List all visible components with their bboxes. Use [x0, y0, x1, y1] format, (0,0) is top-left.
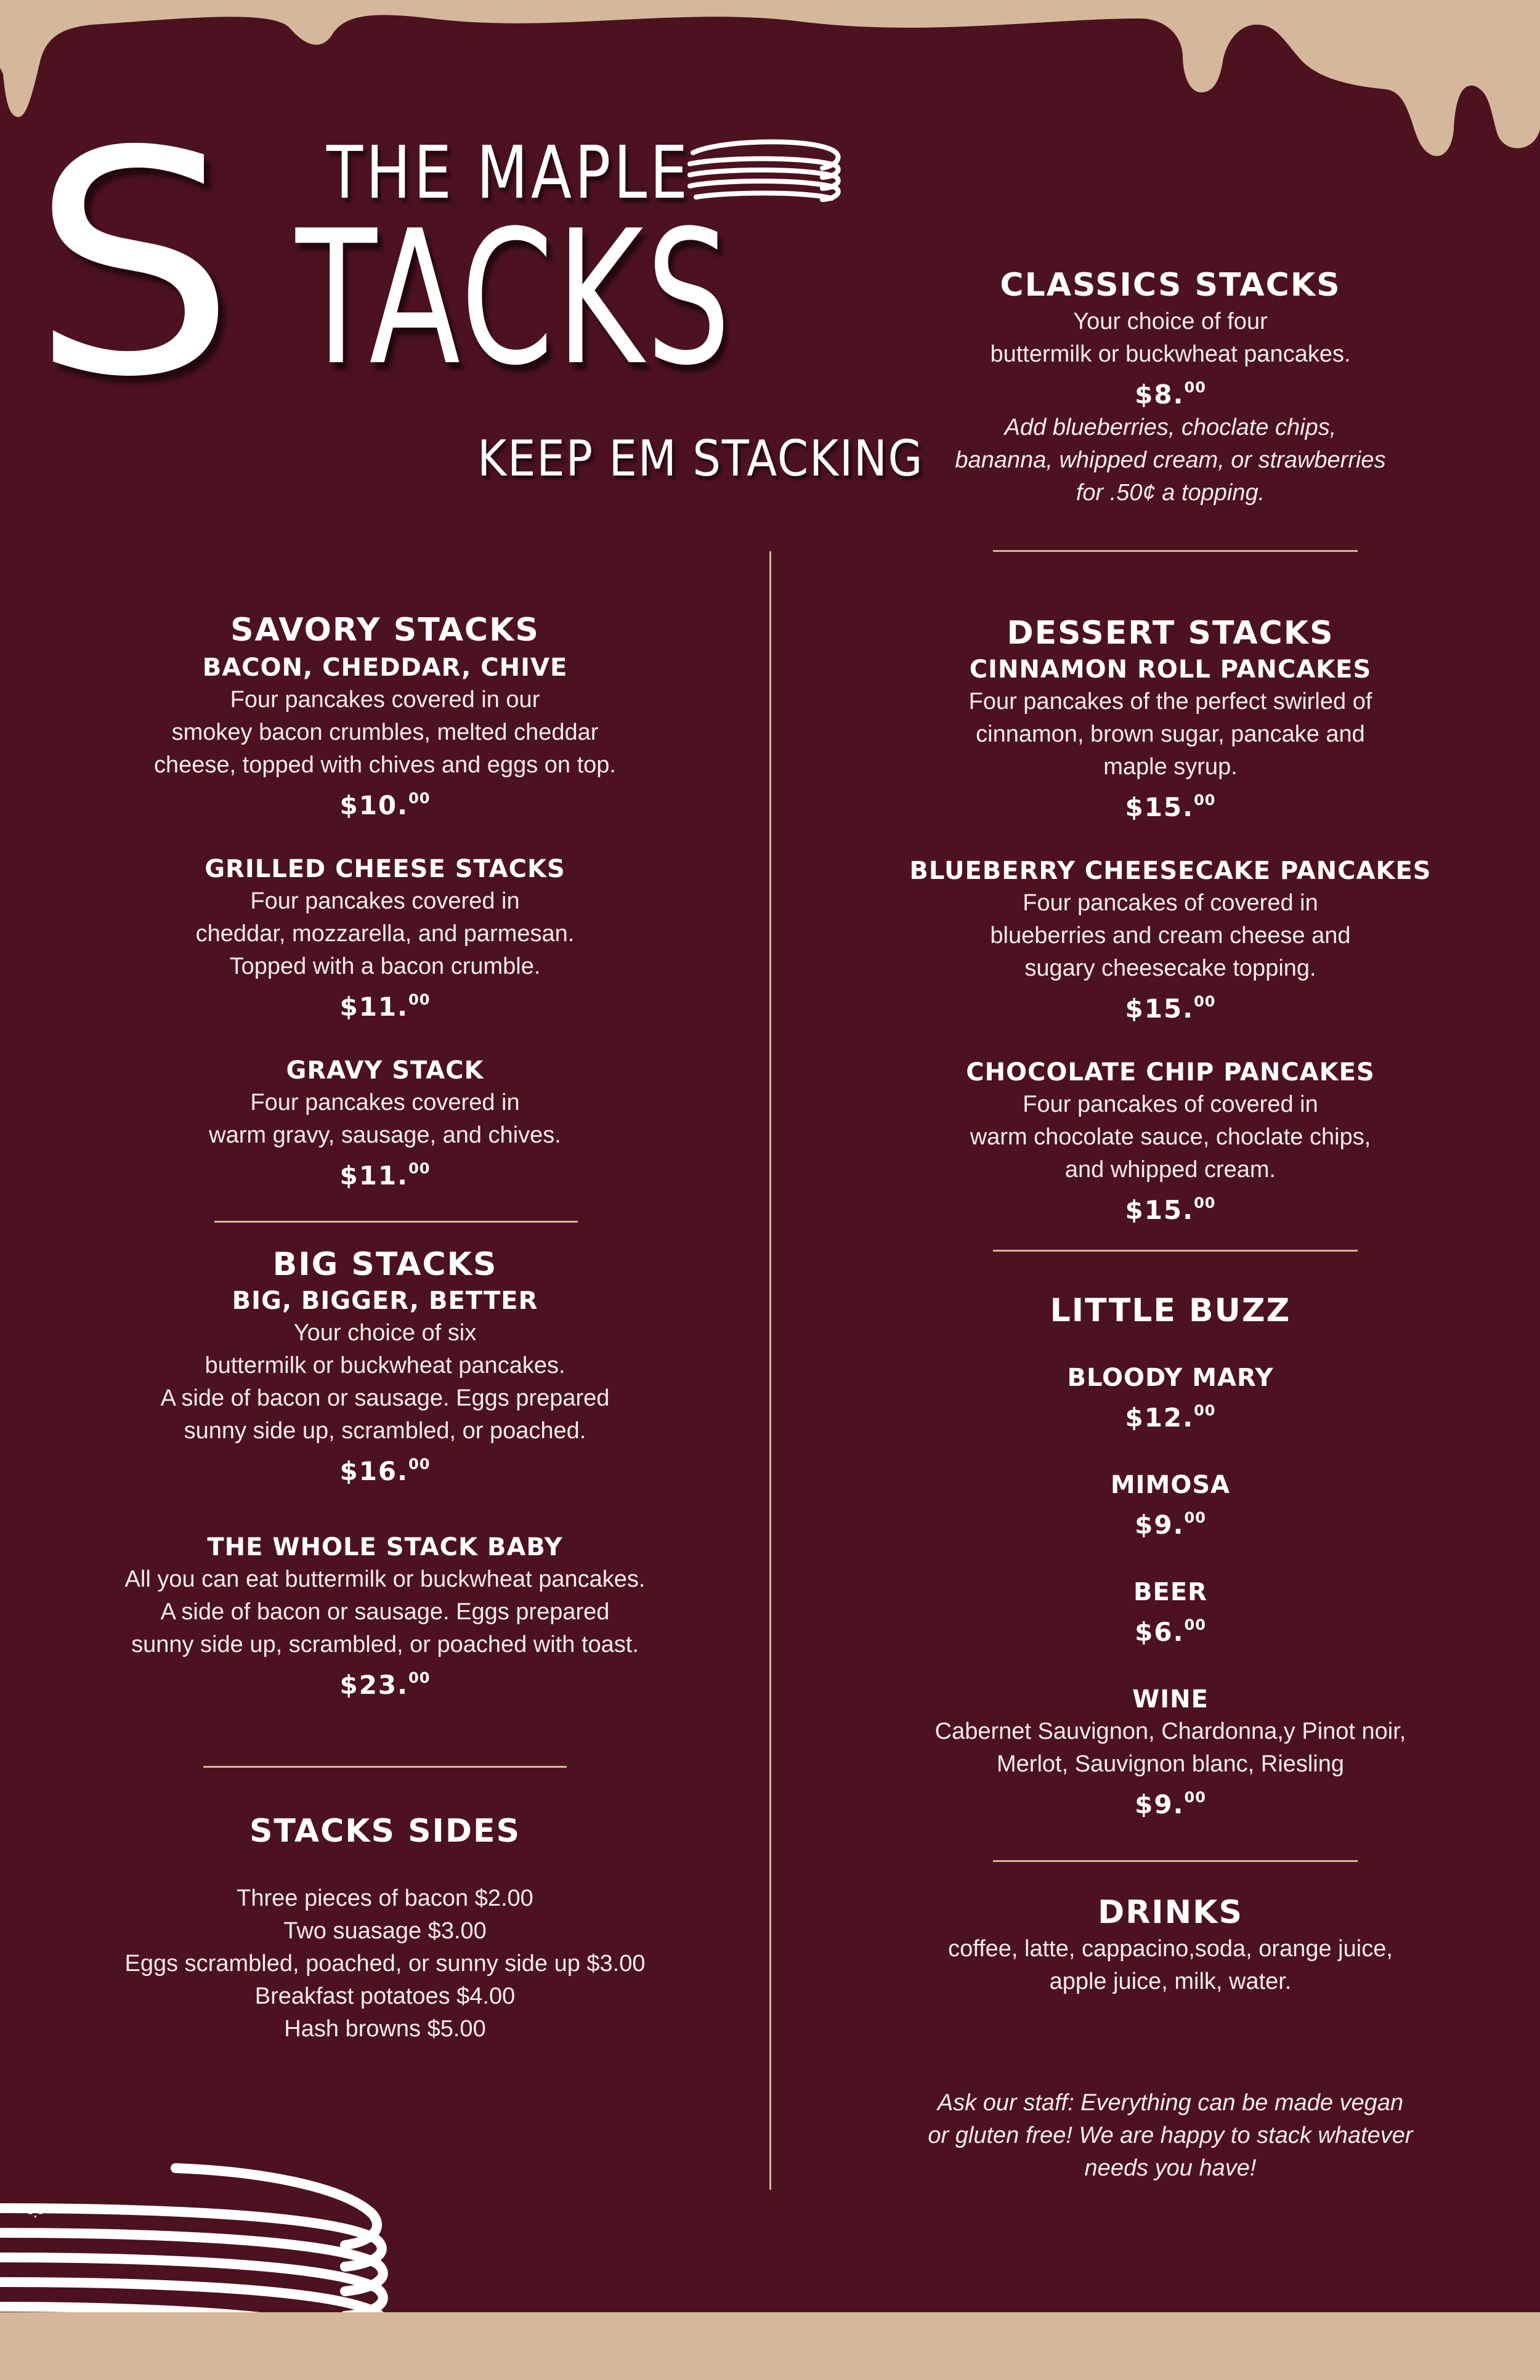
- menu-item: [77, 1285, 693, 1488]
- item-description: [862, 1715, 1478, 1781]
- divider-dessert: [993, 1250, 1358, 1252]
- item-price: $11.00: [339, 1160, 431, 1191]
- section-title-buzz: LITTLE BUZZ: [1050, 1292, 1291, 1329]
- note-line: bananna, whipped cream, or strawberries: [955, 447, 1386, 473]
- desc-line: Merlot, Sauvignon blanc, Riesling: [997, 1751, 1344, 1777]
- item-name: MIMOSA: [1110, 1471, 1231, 1499]
- note-line: or gluten free! We are happy to stack whatever: [928, 2123, 1413, 2148]
- desc-line: Four pancakes covered in: [250, 888, 520, 914]
- item-description: [77, 684, 693, 782]
- desc-line: warm chocolate sauce, choclate chips,: [970, 1124, 1371, 1150]
- item-price: $15.00: [1125, 791, 1216, 822]
- menu-item: [77, 1531, 693, 1702]
- logo-tagline: KEEP EM STACKING: [477, 430, 924, 487]
- divider-classics: [993, 550, 1358, 552]
- divider-savory: [214, 1221, 578, 1223]
- item-price: $11.00: [339, 991, 431, 1022]
- side-item: Eggs scrambled, poached, or sunny side up $3.00: [124, 1951, 646, 1977]
- bottom-band: [0, 2312, 1540, 2380]
- item-name: GRILLED CHEESE STACKS: [205, 855, 565, 883]
- item-name: BACON, CHEDDAR, CHIVE: [202, 654, 568, 682]
- item-price: $12.00: [1125, 1402, 1216, 1433]
- item-description: [862, 887, 1478, 985]
- classics-price: $8.00: [1135, 379, 1206, 410]
- side-item: Hash browns $5.00: [284, 2016, 486, 2042]
- drinks-list: [862, 1933, 1478, 1998]
- section-title-drinks: DRINKS: [1098, 1894, 1243, 1931]
- desc-line: blueberries and cream cheese and: [990, 923, 1351, 949]
- desc-line: smokey bacon crumbles, melted cheddar: [171, 719, 599, 745]
- item-description: [77, 1087, 693, 1152]
- section-title-dessert: DESSERT STACKS: [1007, 615, 1334, 652]
- desc-line: Cabernet Sauvignon, Chardonna,y Pinot noir,: [934, 1718, 1406, 1744]
- little-buzz-section: [862, 1290, 1478, 1821]
- item-name: BIG, BIGGER, BETTER: [232, 1287, 538, 1315]
- item-price: $9.00: [1135, 1789, 1206, 1819]
- side-item: Breakfast potatoes $4.00: [254, 1983, 516, 2009]
- desc-line: maple syrup.: [1103, 754, 1238, 780]
- section-title-savory: SAVORY STACKS: [230, 612, 540, 649]
- vegan-gluten-free-note: [862, 2087, 1478, 2185]
- item-price: $15.00: [1125, 1194, 1216, 1225]
- section-title-big: BIG STACKS: [272, 1246, 498, 1283]
- desc-line: sunny side up, scrambled, or poached.: [184, 1418, 586, 1444]
- item-name: BLUEBERRY CHEESECAKE PANCAKES: [909, 857, 1432, 885]
- section-title-classics: CLASSICS STACKS: [1000, 267, 1341, 304]
- desc-line: Your choice of six: [293, 1320, 477, 1346]
- desc-line: A side of bacon or sausage. Eggs prepared: [160, 1599, 610, 1625]
- item-price: $15.00: [1125, 993, 1216, 1024]
- item-description: [77, 1563, 693, 1661]
- logo-big-s: S: [31, 86, 237, 444]
- desc-line: sugary cheesecake topping.: [1024, 955, 1316, 981]
- item-name: BLOODY MARY: [1067, 1364, 1274, 1392]
- divider-big: [203, 1766, 567, 1768]
- item-description: [862, 686, 1478, 783]
- big-stacks-section: [77, 1244, 693, 1702]
- menu-item: [862, 1683, 1478, 1821]
- desc-line: All you can eat buttermilk or buckwheat pancakes.: [124, 1566, 646, 1592]
- desc-line: Four pancakes covered in our: [230, 687, 540, 713]
- menu-item: [77, 853, 693, 1024]
- side-item: Two suasage $3.00: [283, 1918, 487, 1944]
- menu-item: [862, 1056, 1478, 1227]
- item-description: [862, 1088, 1478, 1186]
- menu-item: [862, 654, 1478, 824]
- item-name: CHOCOLATE CHIP PANCAKES: [966, 1058, 1375, 1087]
- menu-item: [862, 1576, 1478, 1649]
- desc-line: buttermilk or buckwheat pancakes.: [205, 1353, 565, 1378]
- desc-line: cinnamon, brown sugar, pancake and: [976, 721, 1365, 747]
- side-item: Three pieces of bacon $2.00: [237, 1885, 533, 1911]
- desc-line: Your choice of four: [1073, 309, 1268, 334]
- desc-line: sunny side up, scrambled, or poached with toast.: [131, 1632, 639, 1658]
- classics-description: [862, 306, 1478, 371]
- desc-line: Four pancakes of covered in: [1023, 890, 1318, 916]
- corner-mark: -.-: [28, 2204, 43, 2221]
- note-line: needs you have!: [1084, 2155, 1257, 2181]
- desc-line: buttermilk or buckwheat pancakes.: [990, 341, 1351, 367]
- item-price: $10.00: [339, 790, 431, 820]
- note-line: Ask our staff: Everything can be made vegan: [937, 2090, 1404, 2116]
- sides-section: [77, 1811, 693, 2046]
- desc-line: Four pancakes covered in: [250, 1090, 520, 1115]
- dessert-section: [862, 613, 1478, 1227]
- menu-item: [862, 1362, 1478, 1435]
- item-name: THE WHOLE STACK BABY: [207, 1533, 563, 1561]
- note-line: Add blueberries, choclate chips,: [1004, 415, 1337, 440]
- classics-toppings-note: [862, 411, 1478, 509]
- item-name: CINNAMON ROLL PANCAKES: [969, 655, 1372, 684]
- item-price: $23.00: [339, 1669, 431, 1700]
- desc-line: cheddar, mozzarella, and parmesan.: [195, 921, 575, 947]
- item-name: WINE: [1132, 1685, 1209, 1714]
- logo-title-main: TACKS: [296, 191, 734, 406]
- desc-line: cheese, topped with chives and eggs on top.: [154, 752, 616, 778]
- item-description: [77, 885, 693, 983]
- desc-line: coffee, latte, cappacino,soda, orange juice,: [948, 1936, 1393, 1962]
- item-name: BEER: [1133, 1578, 1207, 1606]
- desc-line: A side of bacon or sausage. Eggs prepared: [160, 1385, 610, 1411]
- menu-item: [862, 1469, 1478, 1542]
- savory-section: [77, 610, 693, 1192]
- menu-item: [77, 1054, 693, 1192]
- item-price: $16.00: [339, 1455, 431, 1486]
- note-line: for .50¢ a topping.: [1076, 480, 1265, 506]
- divider-buzz: [993, 1860, 1358, 1862]
- desc-line: apple juice, milk, water.: [1049, 1969, 1292, 1994]
- item-name: GRAVY STACK: [286, 1056, 484, 1085]
- section-title-sides: STACKS SIDES: [249, 1813, 521, 1850]
- desc-line: Four pancakes of the perfect swirled of: [968, 689, 1372, 714]
- desc-line: Topped with a bacon crumble.: [229, 953, 541, 979]
- classics-section: [862, 265, 1478, 509]
- desc-line: warm gravy, sausage, and chives.: [209, 1122, 561, 1148]
- item-price: $6.00: [1135, 1616, 1206, 1647]
- item-description: [77, 1317, 693, 1447]
- logo-title-top: THE MAPLE: [326, 130, 691, 215]
- menu-item: [77, 652, 693, 822]
- menu-item: [862, 855, 1478, 1026]
- item-price: $9.00: [1135, 1509, 1206, 1540]
- drinks-section: [862, 1892, 1478, 1998]
- sides-list: [77, 1882, 693, 2046]
- desc-line: Four pancakes of covered in: [1023, 1091, 1318, 1117]
- column-divider: [769, 551, 771, 2190]
- desc-line: and whipped cream.: [1064, 1157, 1276, 1183]
